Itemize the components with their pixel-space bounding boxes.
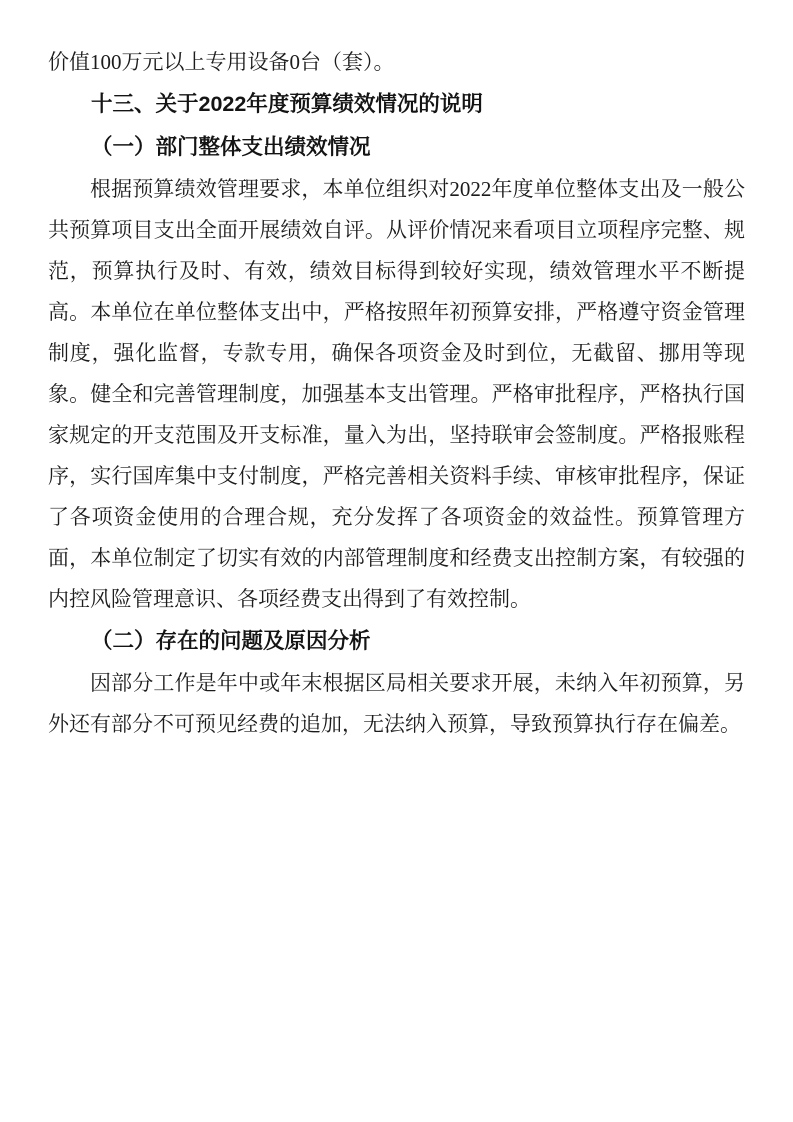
section-heading-13: 十三、关于2022年度预算绩效情况的说明 xyxy=(91,92,483,116)
subsection-2-heading: （二）存在的问题及原因分析 xyxy=(91,629,371,653)
carryover-paragraph-line: 价值100万元以上专用设备0台（套）。 xyxy=(48,50,395,74)
subsection-2-paragraph: 因部分工作是年中或年末根据区局相关要求开展，未纳入年初预算，另外还有部分不可预见经费的追加，无法纳入预算，导致预算执行存在偏差。 xyxy=(48,671,745,736)
subsection-1-paragraph: 根据预算绩效管理要求，本单位组织对2022年度单位整体支出及一般公共预算项目支出全面开展绩效自评。从评价情况来看项目立项程序完整、规范，预算执行及时、有效，绩效目标得到较好实现，绩效管理水平不断提高。本单位在单位整体支出中，严格按照年初预算安排，严格遵守资金管理制度，强化监督，专款专用，确保各项资金及时到位，无截留、挪用等现象。健全和完善管理制度，加强基本支出管理。严格审批程序，严格执行国家规定的开支范围及开支标准，量入为出，坚持联审会签制度。严格报账程序，实行国库集中支付制度，严格完善相关资料手续、审核审批程序，保证了各项资金使用的合理合规，充分发挥了各项资金的效益性。预算管理方面，本单位制定了切实有效的内部管理制度和经费支出控制方案，有较强的内控风险管理意识、各项经费支出得到了有效控制。 xyxy=(48,177,745,611)
subsection-1-heading: （一）部门整体支出绩效情况 xyxy=(91,135,371,159)
